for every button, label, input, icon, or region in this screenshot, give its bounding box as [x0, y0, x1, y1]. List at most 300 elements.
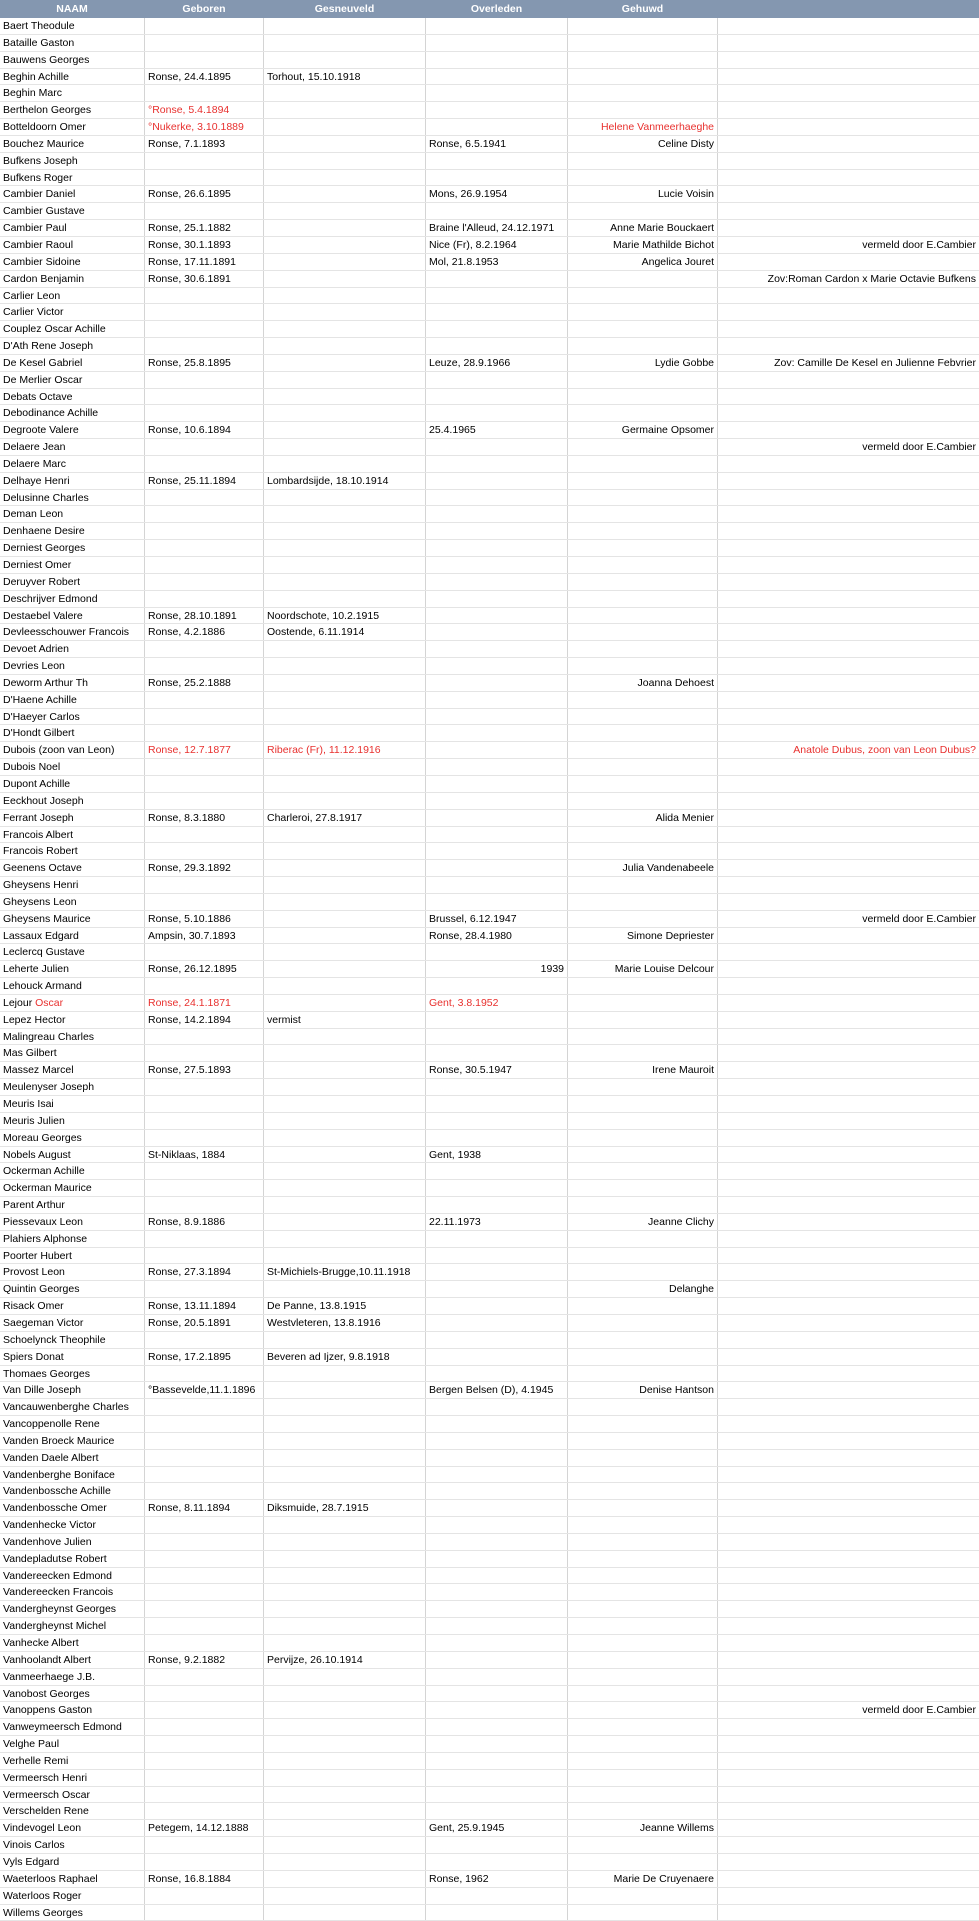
cell-died[interactable] [426, 1568, 568, 1584]
cell-note[interactable] [718, 894, 979, 910]
cell-name[interactable]: Parent Arthur [0, 1197, 145, 1213]
cell-name[interactable]: De Merlier Oscar [0, 372, 145, 388]
cell-died[interactable] [426, 1500, 568, 1516]
cell-died[interactable] [426, 389, 568, 405]
cell-fallen[interactable]: Lombardsijde, 18.10.1914 [264, 473, 426, 489]
cell-note[interactable] [718, 608, 979, 624]
cell-note[interactable] [718, 540, 979, 556]
cell-died[interactable] [426, 456, 568, 472]
cell-note[interactable] [718, 1753, 979, 1769]
cell-born[interactable] [145, 321, 264, 337]
cell-fallen[interactable] [264, 827, 426, 843]
cell-born[interactable] [145, 18, 264, 34]
cell-name[interactable]: Cambier Paul [0, 220, 145, 236]
cell-born[interactable] [145, 490, 264, 506]
cell-fallen[interactable] [264, 338, 426, 354]
cell-note[interactable] [718, 1719, 979, 1735]
cell-born[interactable]: Ronse, 28.10.1891 [145, 608, 264, 624]
cell-fallen[interactable] [264, 1231, 426, 1247]
cell-married[interactable] [568, 608, 718, 624]
cell-married[interactable] [568, 153, 718, 169]
cell-fallen[interactable] [264, 1467, 426, 1483]
cell-name[interactable]: Degroote Valere [0, 422, 145, 438]
cell-fallen[interactable] [264, 1584, 426, 1600]
cell-born[interactable] [145, 1045, 264, 1061]
cell-born[interactable] [145, 1079, 264, 1095]
cell-note[interactable] [718, 1770, 979, 1786]
cell-name[interactable]: Saegeman Victor [0, 1315, 145, 1331]
cell-died[interactable] [426, 473, 568, 489]
cell-fallen[interactable] [264, 1686, 426, 1702]
cell-born[interactable] [145, 1096, 264, 1112]
cell-note[interactable] [718, 1214, 979, 1230]
cell-note[interactable] [718, 254, 979, 270]
cell-note[interactable] [718, 1787, 979, 1803]
cell-died[interactable] [426, 1231, 568, 1247]
cell-fallen[interactable] [264, 759, 426, 775]
cell-born[interactable] [145, 1248, 264, 1264]
cell-born[interactable] [145, 1231, 264, 1247]
cell-married[interactable]: Irene Mauroit [568, 1062, 718, 1078]
cell-born[interactable] [145, 1584, 264, 1600]
cell-fallen[interactable] [264, 1871, 426, 1887]
cell-name[interactable]: Vinois Carlos [0, 1837, 145, 1853]
cell-died[interactable] [426, 1264, 568, 1280]
cell-note[interactable] [718, 456, 979, 472]
cell-fallen[interactable] [264, 1669, 426, 1685]
cell-fallen[interactable] [264, 1551, 426, 1567]
cell-name[interactable]: Lejour Oscar [0, 995, 145, 1011]
cell-name[interactable]: Massez Marcel [0, 1062, 145, 1078]
cell-born[interactable] [145, 1467, 264, 1483]
cell-fallen[interactable]: Riberac (Fr), 11.12.1916 [264, 742, 426, 758]
cell-died[interactable] [426, 119, 568, 135]
cell-died[interactable]: Brussel, 6.12.1947 [426, 911, 568, 927]
cell-married[interactable] [568, 1770, 718, 1786]
cell-married[interactable] [568, 35, 718, 51]
cell-note[interactable] [718, 1248, 979, 1264]
cell-married[interactable]: Delanghe [568, 1281, 718, 1297]
cell-died[interactable] [426, 338, 568, 354]
cell-note[interactable] [718, 692, 979, 708]
cell-note[interactable] [718, 1130, 979, 1146]
cell-note[interactable]: vermeld door E.Cambier [718, 237, 979, 253]
cell-married[interactable] [568, 1551, 718, 1567]
cell-died[interactable] [426, 725, 568, 741]
cell-fallen[interactable] [264, 1163, 426, 1179]
cell-married[interactable] [568, 877, 718, 893]
cell-name[interactable]: Ferrant Joseph [0, 810, 145, 826]
cell-died[interactable] [426, 1332, 568, 1348]
cell-married[interactable]: Germaine Opsomer [568, 422, 718, 438]
cell-name[interactable]: Devries Leon [0, 658, 145, 674]
cell-fallen[interactable] [264, 1568, 426, 1584]
cell-married[interactable]: Jeanne Willems [568, 1820, 718, 1836]
cell-died[interactable] [426, 1450, 568, 1466]
cell-died[interactable] [426, 523, 568, 539]
cell-died[interactable] [426, 827, 568, 843]
cell-name[interactable]: Delusinne Charles [0, 490, 145, 506]
cell-note[interactable] [718, 220, 979, 236]
cell-died[interactable] [426, 624, 568, 640]
cell-married[interactable] [568, 1787, 718, 1803]
cell-note[interactable] [718, 877, 979, 893]
cell-married[interactable] [568, 288, 718, 304]
cell-married[interactable] [568, 1315, 718, 1331]
cell-died[interactable] [426, 1366, 568, 1382]
cell-name[interactable]: Waeterloos Raphael [0, 1871, 145, 1887]
cell-married[interactable] [568, 372, 718, 388]
cell-died[interactable]: 25.4.1965 [426, 422, 568, 438]
cell-name[interactable]: Vandenberghe Boniface [0, 1467, 145, 1483]
cell-married[interactable] [568, 557, 718, 573]
cell-name[interactable]: Willems Georges [0, 1905, 145, 1921]
cell-fallen[interactable] [264, 271, 426, 287]
cell-born[interactable] [145, 1905, 264, 1921]
cell-born[interactable] [145, 1686, 264, 1702]
cell-name[interactable]: Delhaye Henri [0, 473, 145, 489]
cell-died[interactable] [426, 877, 568, 893]
cell-fallen[interactable] [264, 591, 426, 607]
cell-fallen[interactable] [264, 1197, 426, 1213]
cell-married[interactable] [568, 1180, 718, 1196]
cell-note[interactable] [718, 1433, 979, 1449]
cell-married[interactable] [568, 85, 718, 101]
cell-name[interactable]: Eeckhout Joseph [0, 793, 145, 809]
cell-died[interactable] [426, 658, 568, 674]
cell-name[interactable]: Leherte Julien [0, 961, 145, 977]
cell-fallen[interactable] [264, 1618, 426, 1634]
cell-name[interactable]: Beghin Achille [0, 69, 145, 85]
cell-fallen[interactable] [264, 1450, 426, 1466]
cell-married[interactable] [568, 641, 718, 657]
cell-name[interactable]: D'Haene Achille [0, 692, 145, 708]
cell-died[interactable] [426, 1787, 568, 1803]
cell-born[interactable]: Ronse, 12.7.1877 [145, 742, 264, 758]
cell-born[interactable]: Ronse, 13.11.1894 [145, 1298, 264, 1314]
cell-born[interactable] [145, 288, 264, 304]
cell-married[interactable] [568, 321, 718, 337]
cell-died[interactable] [426, 271, 568, 287]
cell-name[interactable]: Vandepladutse Robert [0, 1551, 145, 1567]
cell-died[interactable] [426, 1163, 568, 1179]
cell-died[interactable] [426, 1113, 568, 1129]
cell-died[interactable] [426, 1686, 568, 1702]
cell-died[interactable] [426, 1483, 568, 1499]
cell-died[interactable] [426, 1601, 568, 1617]
cell-born[interactable] [145, 759, 264, 775]
cell-note[interactable] [718, 52, 979, 68]
cell-fallen[interactable] [264, 18, 426, 34]
cell-name[interactable]: Derniest Omer [0, 557, 145, 573]
cell-born[interactable] [145, 1366, 264, 1382]
cell-note[interactable] [718, 422, 979, 438]
cell-born[interactable]: Ronse, 27.5.1893 [145, 1062, 264, 1078]
cell-married[interactable]: Angelica Jouret [568, 254, 718, 270]
cell-born[interactable] [145, 709, 264, 725]
cell-note[interactable] [718, 1231, 979, 1247]
cell-fallen[interactable] [264, 1854, 426, 1870]
cell-name[interactable]: Bataille Gaston [0, 35, 145, 51]
cell-name[interactable]: Devoet Adrien [0, 641, 145, 657]
cell-died[interactable]: Ronse, 6.5.1941 [426, 136, 568, 152]
cell-fallen[interactable] [264, 1736, 426, 1752]
cell-fallen[interactable] [264, 1770, 426, 1786]
cell-married[interactable] [568, 776, 718, 792]
cell-fallen[interactable] [264, 439, 426, 455]
cell-fallen[interactable] [264, 1180, 426, 1196]
cell-fallen[interactable] [264, 1753, 426, 1769]
cell-born[interactable] [145, 1702, 264, 1718]
cell-note[interactable] [718, 1669, 979, 1685]
cell-name[interactable]: Vindevogel Leon [0, 1820, 145, 1836]
cell-died[interactable] [426, 1079, 568, 1095]
cell-married[interactable] [568, 1584, 718, 1600]
cell-married[interactable]: Lydie Gobbe [568, 355, 718, 371]
cell-born[interactable] [145, 843, 264, 859]
cell-note[interactable] [718, 641, 979, 657]
cell-born[interactable] [145, 1568, 264, 1584]
cell-died[interactable]: Mol, 21.8.1953 [426, 254, 568, 270]
cell-born[interactable]: St-Niklaas, 1884 [145, 1147, 264, 1163]
cell-name[interactable]: Gheysens Leon [0, 894, 145, 910]
cell-born[interactable] [145, 1618, 264, 1634]
cell-born[interactable] [145, 793, 264, 809]
cell-fallen[interactable] [264, 860, 426, 876]
cell-note[interactable] [718, 675, 979, 691]
cell-born[interactable] [145, 1399, 264, 1415]
cell-name[interactable]: Vanden Broeck Maurice [0, 1433, 145, 1449]
cell-name[interactable]: Meuris Isai [0, 1096, 145, 1112]
cell-fallen[interactable] [264, 153, 426, 169]
cell-died[interactable] [426, 1618, 568, 1634]
cell-died[interactable] [426, 439, 568, 455]
cell-name[interactable]: Debats Octave [0, 389, 145, 405]
cell-name[interactable]: Couplez Oscar Achille [0, 321, 145, 337]
cell-name[interactable]: Delaere Jean [0, 439, 145, 455]
cell-name[interactable]: Meuris Julien [0, 1113, 145, 1129]
cell-died[interactable] [426, 574, 568, 590]
cell-note[interactable] [718, 304, 979, 320]
cell-note[interactable] [718, 995, 979, 1011]
cell-name[interactable]: Vanobost Georges [0, 1686, 145, 1702]
cell-married[interactable] [568, 894, 718, 910]
cell-died[interactable] [426, 170, 568, 186]
cell-married[interactable] [568, 1264, 718, 1280]
cell-died[interactable] [426, 490, 568, 506]
cell-died[interactable] [426, 1029, 568, 1045]
cell-note[interactable] [718, 288, 979, 304]
cell-married[interactable] [568, 1888, 718, 1904]
cell-name[interactable]: Bouchez Maurice [0, 136, 145, 152]
cell-married[interactable] [568, 793, 718, 809]
cell-married[interactable] [568, 1837, 718, 1853]
cell-died[interactable] [426, 288, 568, 304]
cell-born[interactable] [145, 372, 264, 388]
cell-fallen[interactable] [264, 254, 426, 270]
cell-born[interactable] [145, 153, 264, 169]
cell-note[interactable] [718, 1601, 979, 1617]
cell-fallen[interactable] [264, 978, 426, 994]
cell-born[interactable]: Ronse, 7.1.1893 [145, 136, 264, 152]
cell-died[interactable] [426, 540, 568, 556]
cell-married[interactable] [568, 69, 718, 85]
cell-note[interactable] [718, 624, 979, 640]
cell-name[interactable]: Bauwens Georges [0, 52, 145, 68]
cell-fallen[interactable] [264, 1888, 426, 1904]
cell-name[interactable]: Nobels August [0, 1147, 145, 1163]
cell-died[interactable] [426, 1702, 568, 1718]
cell-note[interactable] [718, 810, 979, 826]
cell-died[interactable] [426, 776, 568, 792]
cell-fallen[interactable] [264, 776, 426, 792]
cell-married[interactable] [568, 1686, 718, 1702]
cell-married[interactable] [568, 1905, 718, 1921]
cell-married[interactable]: Denise Hantson [568, 1382, 718, 1398]
cell-married[interactable] [568, 456, 718, 472]
cell-died[interactable] [426, 1349, 568, 1365]
cell-married[interactable]: Jeanne Clichy [568, 1214, 718, 1230]
cell-died[interactable] [426, 1281, 568, 1297]
cell-name[interactable]: Ockerman Achille [0, 1163, 145, 1179]
cell-born[interactable] [145, 540, 264, 556]
cell-died[interactable] [426, 1130, 568, 1146]
cell-note[interactable]: Zov:Roman Cardon x Marie Octavie Bufkens [718, 271, 979, 287]
cell-fallen[interactable] [264, 1281, 426, 1297]
cell-note[interactable] [718, 506, 979, 522]
cell-name[interactable]: De Kesel Gabriel [0, 355, 145, 371]
cell-fallen[interactable] [264, 136, 426, 152]
cell-fallen[interactable] [264, 1803, 426, 1819]
cell-died[interactable] [426, 153, 568, 169]
cell-married[interactable] [568, 1483, 718, 1499]
cell-married[interactable] [568, 1433, 718, 1449]
cell-note[interactable] [718, 1854, 979, 1870]
cell-died[interactable]: Nice (Fr), 8.2.1964 [426, 237, 568, 253]
cell-name[interactable]: Vermeersch Oscar [0, 1787, 145, 1803]
cell-name[interactable]: Spiers Donat [0, 1349, 145, 1365]
cell-married[interactable]: Marie Mathilde Bichot [568, 237, 718, 253]
cell-born[interactable]: Ampsin, 30.7.1893 [145, 928, 264, 944]
cell-note[interactable] [718, 321, 979, 337]
cell-died[interactable] [426, 1770, 568, 1786]
cell-name[interactable]: Dupont Achille [0, 776, 145, 792]
cell-note[interactable] [718, 843, 979, 859]
cell-note[interactable] [718, 1686, 979, 1702]
cell-born[interactable] [145, 1534, 264, 1550]
cell-married[interactable] [568, 1366, 718, 1382]
cell-married[interactable]: Simone Depriester [568, 928, 718, 944]
cell-name[interactable]: Deruyver Robert [0, 574, 145, 590]
cell-fallen[interactable] [264, 928, 426, 944]
cell-fallen[interactable] [264, 85, 426, 101]
cell-fallen[interactable]: Charleroi, 27.8.1917 [264, 810, 426, 826]
cell-married[interactable]: Julia Vandenabeele [568, 860, 718, 876]
cell-note[interactable] [718, 1045, 979, 1061]
cell-born[interactable] [145, 506, 264, 522]
cell-born[interactable]: Petegem, 14.12.1888 [145, 1820, 264, 1836]
cell-married[interactable] [568, 1652, 718, 1668]
cell-fallen[interactable] [264, 1332, 426, 1348]
cell-note[interactable] [718, 1551, 979, 1567]
cell-married[interactable] [568, 725, 718, 741]
cell-name[interactable]: Provost Leon [0, 1264, 145, 1280]
cell-died[interactable] [426, 1534, 568, 1550]
cell-name[interactable]: Vandereecken Edmond [0, 1568, 145, 1584]
cell-born[interactable] [145, 170, 264, 186]
cell-born[interactable] [145, 641, 264, 657]
cell-died[interactable] [426, 372, 568, 388]
cell-born[interactable] [145, 574, 264, 590]
cell-name[interactable]: Waterloos Roger [0, 1888, 145, 1904]
cell-married[interactable] [568, 1803, 718, 1819]
cell-married[interactable] [568, 1736, 718, 1752]
cell-name[interactable]: Vandenbossche Omer [0, 1500, 145, 1516]
cell-died[interactable] [426, 1197, 568, 1213]
cell-born[interactable] [145, 1517, 264, 1533]
cell-born[interactable]: Ronse, 20.5.1891 [145, 1315, 264, 1331]
cell-born[interactable] [145, 776, 264, 792]
cell-born[interactable]: Ronse, 26.12.1895 [145, 961, 264, 977]
cell-name[interactable]: Vancauwenberghe Charles [0, 1399, 145, 1415]
cell-name[interactable]: D'Hondt Gilbert [0, 725, 145, 741]
cell-note[interactable] [718, 1163, 979, 1179]
cell-name[interactable]: Verschelden Rene [0, 1803, 145, 1819]
cell-name[interactable]: Lehouck Armand [0, 978, 145, 994]
cell-died[interactable] [426, 1180, 568, 1196]
cell-note[interactable] [718, 1349, 979, 1365]
cell-died[interactable] [426, 810, 568, 826]
cell-died[interactable]: Gent, 25.9.1945 [426, 1820, 568, 1836]
cell-name[interactable]: Vanhoolandt Albert [0, 1652, 145, 1668]
cell-name[interactable]: Moreau Georges [0, 1130, 145, 1146]
cell-died[interactable]: 22.11.1973 [426, 1214, 568, 1230]
cell-fallen[interactable] [264, 1079, 426, 1095]
cell-name[interactable]: Cambier Sidoine [0, 254, 145, 270]
cell-married[interactable] [568, 18, 718, 34]
cell-note[interactable] [718, 372, 979, 388]
cell-note[interactable] [718, 1416, 979, 1432]
cell-name[interactable]: Cambier Daniel [0, 186, 145, 202]
cell-married[interactable]: Alida Menier [568, 810, 718, 826]
cell-fallen[interactable] [264, 321, 426, 337]
cell-fallen[interactable] [264, 1045, 426, 1061]
cell-born[interactable]: °Bassevelde,11.1.1896 [145, 1382, 264, 1398]
cell-born[interactable]: Ronse, 25.8.1895 [145, 355, 264, 371]
cell-died[interactable] [426, 557, 568, 573]
cell-died[interactable] [426, 1888, 568, 1904]
cell-born[interactable] [145, 1483, 264, 1499]
cell-born[interactable]: °Ronse, 5.4.1894 [145, 102, 264, 118]
cell-died[interactable] [426, 1736, 568, 1752]
cell-married[interactable]: Lucie Voisin [568, 186, 718, 202]
cell-born[interactable] [145, 1130, 264, 1146]
cell-born[interactable] [145, 1551, 264, 1567]
cell-fallen[interactable] [264, 506, 426, 522]
cell-born[interactable] [145, 1197, 264, 1213]
cell-born[interactable]: Ronse, 5.10.1886 [145, 911, 264, 927]
cell-born[interactable]: Ronse, 26.6.1895 [145, 186, 264, 202]
cell-fallen[interactable]: Beveren ad Ijzer, 9.8.1918 [264, 1349, 426, 1365]
cell-died[interactable] [426, 894, 568, 910]
cell-died[interactable] [426, 304, 568, 320]
cell-note[interactable] [718, 203, 979, 219]
cell-fallen[interactable] [264, 1366, 426, 1382]
cell-note[interactable] [718, 1399, 979, 1415]
cell-born[interactable] [145, 877, 264, 893]
cell-name[interactable]: Geenens Octave [0, 860, 145, 876]
cell-fallen[interactable] [264, 422, 426, 438]
